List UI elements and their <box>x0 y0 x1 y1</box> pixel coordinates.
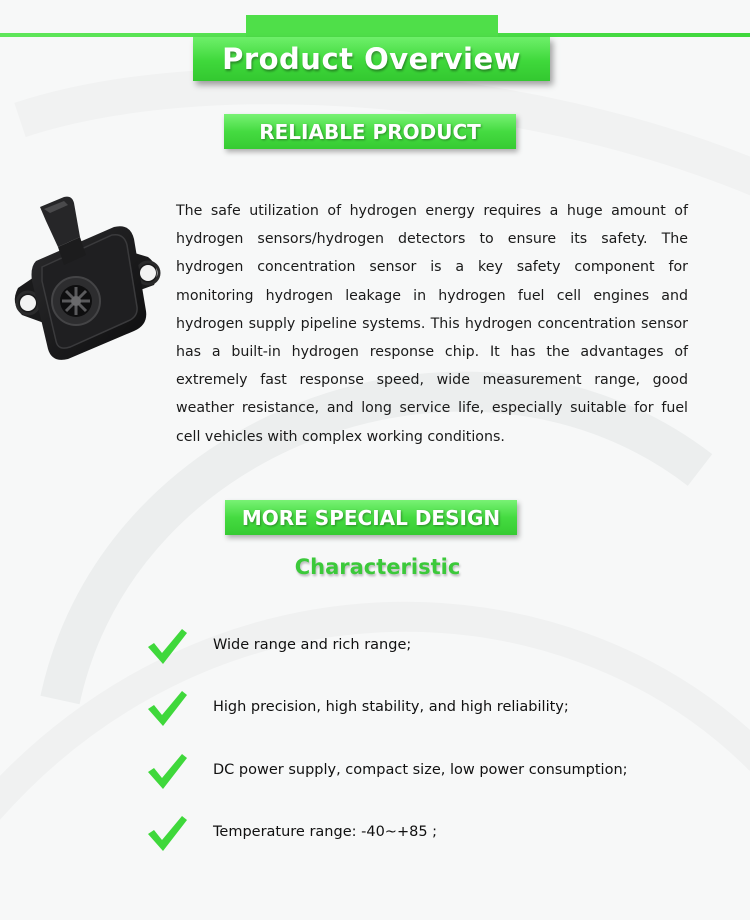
special-design-heading: MORE SPECIAL DESIGN <box>241 505 501 530</box>
special-design-banner <box>225 500 517 535</box>
page-title: Product Overview <box>222 42 521 76</box>
page-title-banner <box>193 37 550 81</box>
feature-label: Temperature range: -40~+85 ; <box>213 824 438 840</box>
check-mark-icon <box>146 627 188 667</box>
header-tab-decoration <box>246 15 498 37</box>
check-mark-icon <box>146 814 188 854</box>
feature-item <box>146 689 706 729</box>
feature-label: DC power supply, compact size, low power consumption; <box>213 762 628 778</box>
reliable-product-banner <box>224 114 516 149</box>
check-mark-icon <box>146 752 188 792</box>
feature-label: Wide range and rich range; <box>213 637 412 653</box>
check-mark-icon <box>146 689 188 729</box>
characteristic-heading: Characteristic <box>294 555 461 579</box>
feature-item <box>146 627 706 667</box>
feature-label: High precision, high stability, and high reliability; <box>213 699 569 715</box>
feature-item <box>146 814 706 854</box>
reliable-product-heading: RELIABLE PRODUCT <box>259 119 481 144</box>
hydrogen-sensor-image <box>10 193 162 365</box>
reliable-product-description: The safe utilization of hydrogen energy requires a huge amount of hydrogen sensors/hydrogen detectors to ensure its safety. The hydrogen concentration sensor is a key safety component for monitoring hydrogen leakage in hydrogen fuel cell engines and hydrogen supply pipeline systems. This hydrogen concentration sensor has a built-in hydrogen response chip. It has the advantages of extremely fast response speed, wide measurement range, good weather resistance, and long service life, especially suitable for fuel cell vehicles with complex working conditions. <box>176 203 688 445</box>
feature-item <box>146 752 706 792</box>
